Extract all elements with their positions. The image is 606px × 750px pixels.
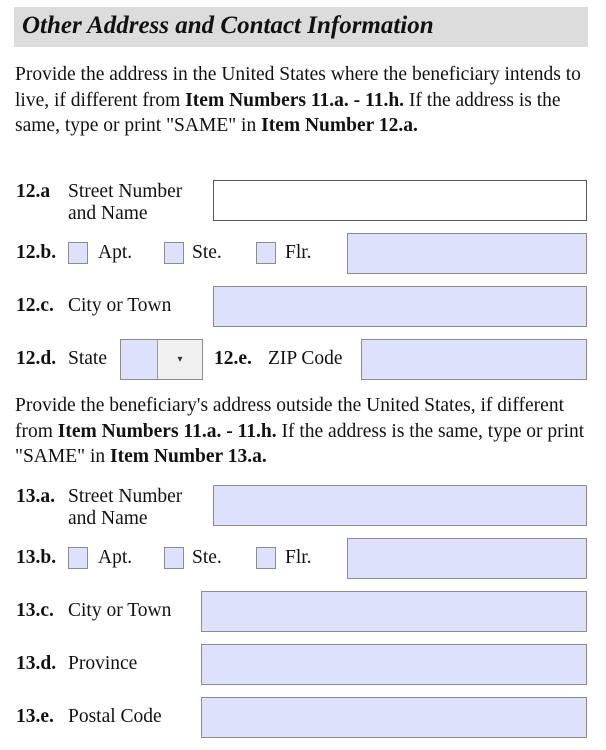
apt-label: Apt. bbox=[98, 242, 133, 263]
item-number-12e: 12.e. bbox=[214, 348, 252, 369]
street-label-line1: Street Number bbox=[68, 181, 183, 202]
foreign-flr-checkbox[interactable] bbox=[256, 547, 276, 569]
item-number-12b: 12.b. bbox=[16, 242, 57, 263]
postal-code-label: Postal Code bbox=[68, 706, 162, 727]
item-number-13d: 13.d. bbox=[16, 653, 57, 674]
foreign-city-input[interactable] bbox=[201, 591, 587, 632]
us-city-input[interactable] bbox=[213, 286, 587, 327]
zip-label: ZIP Code bbox=[268, 348, 343, 369]
foreign-flr-label: Flr. bbox=[285, 547, 312, 568]
flr-label: Flr. bbox=[285, 242, 312, 263]
item-number-13b: 13.b. bbox=[16, 547, 57, 568]
street-label-line2: and Name bbox=[68, 203, 148, 224]
ste-checkbox[interactable] bbox=[164, 242, 184, 264]
item-number-12d: 12.d. bbox=[16, 348, 57, 369]
item-number-13a: 13.a. bbox=[16, 486, 55, 507]
item-number-12a: 12.a bbox=[16, 181, 51, 202]
section-header bbox=[14, 7, 588, 47]
chevron-down-icon[interactable]: ▾ bbox=[157, 340, 202, 379]
postal-code-input[interactable] bbox=[201, 697, 587, 738]
item-number-13e: 13.e. bbox=[16, 706, 54, 727]
instructions-us-address: Provide the address in the United States where the beneficiary intends to live, if different from Item Numbers 11.a. - 11.h. If the address is the same, type or print "SAME" in Item Number 12.a. bbox=[15, 64, 581, 136]
us-street-input[interactable] bbox=[213, 180, 587, 221]
foreign-unit-number-input[interactable] bbox=[347, 538, 587, 579]
apt-checkbox[interactable] bbox=[68, 242, 88, 264]
item-number-12c: 12.c. bbox=[16, 295, 54, 316]
city-label: City or Town bbox=[68, 295, 172, 316]
foreign-ste-label: Ste. bbox=[192, 547, 222, 568]
flr-checkbox[interactable] bbox=[256, 242, 276, 264]
item-number-13c: 13.c. bbox=[16, 600, 54, 621]
zip-code-input[interactable] bbox=[361, 339, 587, 380]
state-dropdown[interactable] bbox=[120, 339, 203, 380]
foreign-street-label-line2: and Name bbox=[68, 508, 148, 529]
foreign-street-label-line1: Street Number bbox=[68, 486, 183, 507]
section-title: Other Address and Contact Information bbox=[22, 12, 434, 39]
province-label: Province bbox=[68, 653, 138, 674]
ste-label: Ste. bbox=[192, 242, 222, 263]
us-unit-number-input[interactable] bbox=[347, 233, 587, 274]
foreign-apt-checkbox[interactable] bbox=[68, 547, 88, 569]
foreign-city-label: City or Town bbox=[68, 600, 172, 621]
foreign-apt-label: Apt. bbox=[98, 547, 133, 568]
foreign-street-input[interactable] bbox=[213, 485, 587, 526]
state-label: State bbox=[68, 348, 107, 369]
instructions-foreign-address: Provide the beneficiary's address outside the United States, if different from Item Numbers 11.a. - 11.h. If the address is the same, type or print "SAME" in Item Number 13.a. bbox=[15, 395, 585, 467]
province-input[interactable] bbox=[201, 644, 587, 685]
foreign-ste-checkbox[interactable] bbox=[164, 547, 184, 569]
